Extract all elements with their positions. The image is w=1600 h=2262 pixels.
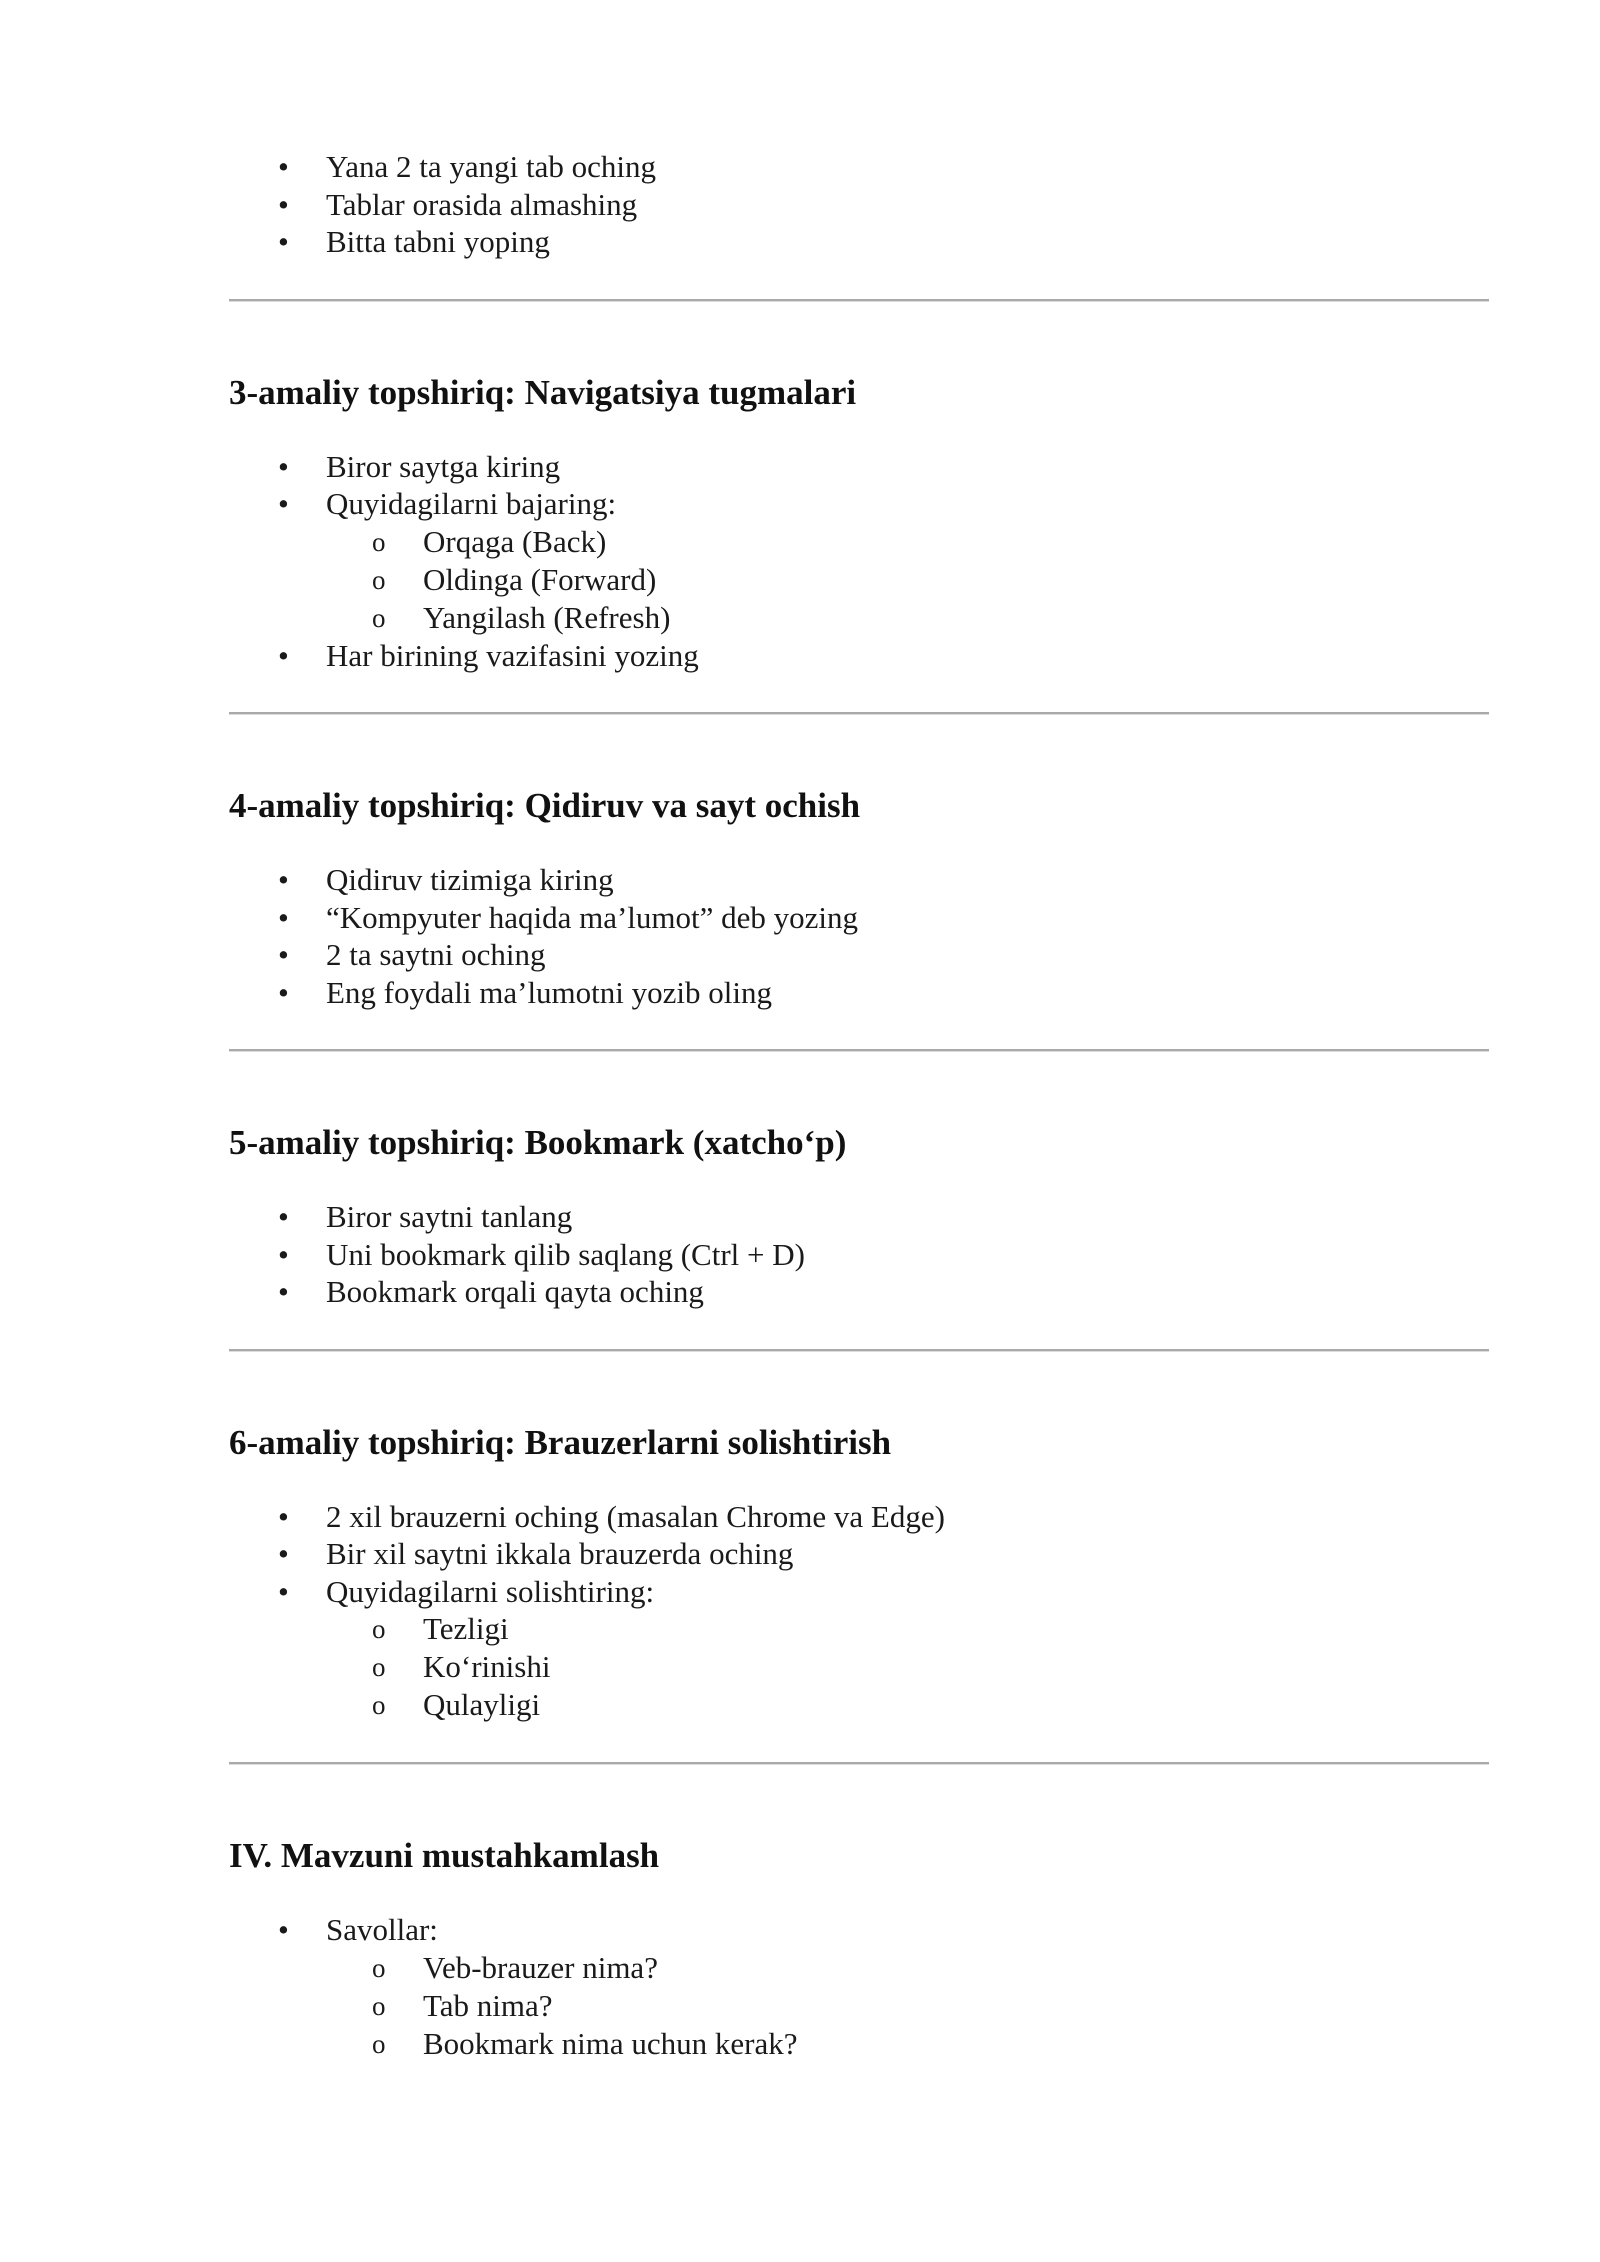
- list-item-text: Biror saytga kiring: [326, 448, 561, 484]
- bullet-marker: •: [278, 1236, 289, 1272]
- sub-list-item-text: Tezligi: [423, 1611, 509, 1646]
- list-item: [229, 899, 1489, 937]
- sub-bullet-marker: o: [372, 1952, 386, 1983]
- sub-list-item-text: Ko‘rinishi: [423, 1649, 551, 1684]
- list-item-text: Uni bookmark qilib saqlang (Ctrl + D): [326, 1236, 805, 1272]
- sub-list-item-text: Veb-brauzer nima?: [423, 1949, 658, 1985]
- sub-list-item-text: Oldinga (Forward): [423, 561, 657, 597]
- list-item: [229, 1573, 1489, 1725]
- list-item-text: Savollar:: [326, 1912, 438, 1947]
- sub-bullet-marker: o: [372, 1990, 386, 2021]
- list-item-text: 2 ta saytni oching: [326, 937, 546, 972]
- list-item: [229, 861, 1489, 899]
- bullet-marker: •: [278, 899, 289, 935]
- list-item: [229, 448, 1489, 486]
- list-item-text: Biror saytni tanlang: [326, 1199, 573, 1234]
- list-item: [229, 1198, 1489, 1236]
- sub-list-item: [229, 2025, 1489, 2063]
- list-item: [229, 1236, 1489, 1274]
- task-list: [229, 448, 1489, 675]
- sub-bullet-marker: o: [372, 1690, 386, 1720]
- sub-bullet-marker: o: [372, 1614, 386, 1644]
- list-item-text: Eng foydali ma’lumotni yozib oling: [326, 974, 772, 1010]
- bullet-marker: •: [278, 1912, 289, 1947]
- sub-list-item: [229, 561, 1489, 599]
- bullet-marker: •: [278, 1573, 289, 1609]
- list-item-text: Quyidagilarni solishtiring:: [326, 1573, 655, 1609]
- section-title: IV. Mavzuni mustahkamlash: [229, 1836, 660, 1875]
- document-page: [229, 148, 1489, 2063]
- sub-bullet-marker: o: [372, 526, 386, 557]
- bullet-marker: •: [278, 149, 289, 184]
- list-item: [229, 974, 1489, 1012]
- bullet-marker: •: [278, 486, 289, 521]
- list-item: [229, 637, 1489, 675]
- list-item: [229, 1498, 1489, 1536]
- sub-list: [229, 523, 1489, 637]
- bullet-marker: •: [278, 186, 289, 222]
- list-item-text: Bir xil saytni ikkala brauzerda oching: [326, 1536, 794, 1571]
- bullet-marker: •: [278, 224, 289, 259]
- section-title: 3-amaliy topshiriq: Navigatsiya tugmalari: [229, 372, 857, 412]
- list-item-text: Yana 2 ta yangi tab oching: [326, 149, 657, 184]
- list-item: [229, 186, 1489, 224]
- sub-bullet-marker: o: [372, 2028, 386, 2059]
- bullet-marker: •: [278, 1199, 289, 1234]
- sub-list-item: [229, 1987, 1489, 2025]
- bullet-marker: •: [278, 1498, 289, 1534]
- section-title: 6-amaliy topshiriq: Brauzerlarni solishtirish: [229, 1422, 892, 1462]
- list-item: [229, 223, 1489, 261]
- sub-list-item-text: Tab nima?: [423, 1987, 553, 2023]
- list-item: [229, 936, 1489, 974]
- sub-bullet-marker: o: [372, 602, 386, 633]
- sub-list: [229, 1949, 1489, 2063]
- bullet-marker: •: [278, 974, 289, 1010]
- task-list: [229, 1198, 1489, 1311]
- intro-list: [229, 148, 1489, 261]
- bullet-marker: •: [278, 937, 289, 972]
- list-item-text: 2 xil brauzerni oching (masalan Chrome va Edge): [326, 1498, 945, 1534]
- list-item: [229, 148, 1489, 186]
- sub-list-item-text: Bookmark nima uchun kerak?: [423, 2025, 798, 2061]
- list-item-text: Qidiruv tizimiga kiring: [326, 862, 614, 897]
- list-item: [229, 485, 1489, 637]
- sub-list-item-text: Orqaga (Back): [423, 523, 607, 559]
- sub-list-item-text: Qulayligi: [423, 1687, 541, 1722]
- bullet-marker: •: [278, 1536, 289, 1571]
- sub-list-item-text: Yangilash (Refresh): [423, 599, 671, 635]
- list-item-text: Quyidagilarni bajaring:: [326, 486, 617, 521]
- task-list: [229, 861, 1489, 1011]
- sub-list-item: [229, 1949, 1489, 1987]
- list-item: [229, 1535, 1489, 1573]
- list-item-text: Har birining vazifasini yozing: [326, 637, 699, 673]
- sub-bullet-marker: o: [372, 1652, 386, 1682]
- sub-list: [229, 1610, 1489, 1724]
- list-item-text: Bookmark orqali qayta oching: [326, 1274, 704, 1309]
- sub-list-item: [229, 1648, 1489, 1686]
- sub-bullet-marker: o: [372, 564, 386, 595]
- section-title: 5-amaliy topshiriq: Bookmark (xatcho‘p): [229, 1123, 847, 1162]
- bullet-marker: •: [278, 637, 289, 673]
- bullet-marker: •: [278, 862, 289, 897]
- sub-list-item: [229, 599, 1489, 637]
- list-item-text: “Kompyuter haqida ma’lumot” deb yozing: [326, 899, 859, 935]
- list-item: [229, 1911, 1489, 2063]
- sub-list-item: [229, 523, 1489, 561]
- section-title: 4-amaliy topshiriq: Qidiruv va sayt ochish: [229, 786, 861, 825]
- list-item-text: Tablar orasida almashing: [326, 186, 638, 222]
- sub-list-item: [229, 1686, 1489, 1724]
- bullet-marker: •: [278, 448, 289, 484]
- questions-list: [229, 1911, 1489, 2063]
- list-item: [229, 1273, 1489, 1311]
- bullet-marker: •: [278, 1274, 289, 1309]
- sub-list-item: [229, 1610, 1489, 1648]
- task-list: [229, 1498, 1489, 1725]
- list-item-text: Bitta tabni yoping: [326, 224, 550, 259]
